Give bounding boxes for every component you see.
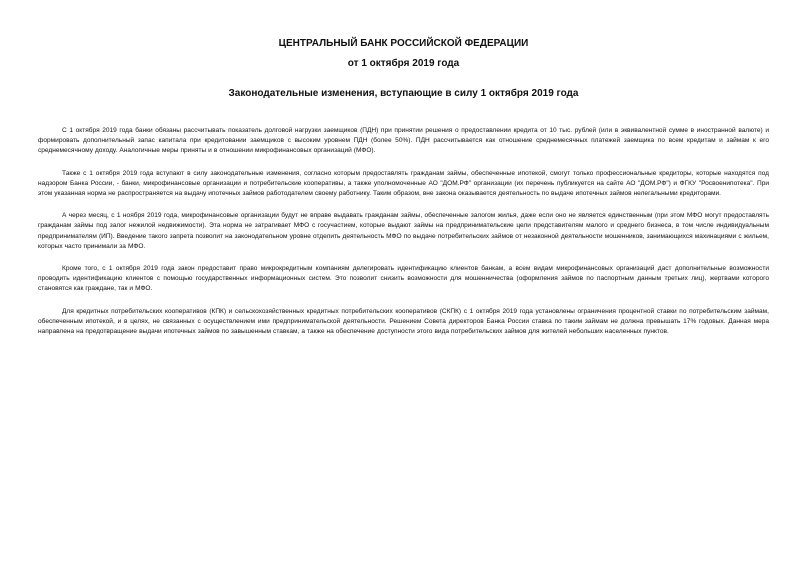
document-date: от 1 октября 2019 года: [347, 58, 460, 69]
organization-heading: ЦЕНТРАЛЬНЫЙ БАНК РОССИЙСКОЙ ФЕДЕРАЦИИ: [278, 38, 529, 49]
document-title: Законодательные изменения, вступающие в силу 1 октября 2019 года: [228, 88, 579, 99]
paragraph-debt-burden: С 1 октября 2019 года банки обязаны рассчитывать показатель долговой нагрузки заемщиков (ПДН) при принятии решения о предоставлении кредита от 10 тыс. рублей (или в эквивалентной сумме в иностранной валюте) и формировать дополнительный запас капитала при кредитовании заемщиков с высоким уровнем ПДН (более 50%). ПДН рассчитывается как отношение среднемесячных платежей заемщика по всем кредитам и займам к его среднемесячному доходу. Аналогичные меры приняты и в отношении микрофинансовых организаций (МФО).: [38, 127, 769, 155]
paragraph-mortgage-lenders: Также с 1 октября 2019 года вступают в силу законодательные изменения, согласно которым предоставлять гражданам займы, обеспеченные ипотекой, смогут только профессиональные кредиторы, которые находятся под надзором Банка России, - банки, микрофинансовые организации и потребительские кооперативы, а также уполномоченные АО "ДОМ.РФ" организации (их перечень публикуется на сайте АО "ДОМ.РФ") и ФГКУ "Росвоенипотека". При этом указанная норма не распространяется на выдачу ипотечных займов работодателем своему работнику. Таким образом, вне закона оказывается деятельность по выдаче ипотечных займов нелегальными кредиторами.: [38, 169, 769, 198]
document-body: [38, 126, 769, 349]
paragraph-cooperative-rate-limit: Для кредитных потребительских кооперативов (КПК) и сельскохозяйственных кредитных потребительских кооперативов (СКПК) с 1 октября 2019 года установлены ограничения процентной ставки по потребительским займам, обеспеченным ипотекой, и в целях, не связанных с осуществлением ими предпринимательской деятельности. Решением Совета директоров Банка России ставка по таким займам не должна превышать 17% годовых. Данная мера направлена на предотвращение выдачи ипотечных займов по завышенным ставкам, а также на обеспечение доступности этого вида потребительских займов для жителей небольших населенных пунктов.: [38, 307, 769, 336]
paragraph-client-identification: Кроме того, с 1 октября 2019 года закон предоставит право микрокредитным компаниям делегировать идентификацию клиентов банкам, а всем видам микрофинансовых организаций даст дополнительные возможности проводить идентификацию клиентов с помощью государственных информационных систем. Это позволит снизить возможности для мошенничества (оформления займов по паспортным данным третьих лиц), жертвами которого становятся как граждане, так и МФО.: [38, 265, 769, 293]
paragraph-mfo-housing-collateral: А через месяц, с 1 ноября 2019 года, микрофинансовые организации будут не вправе выдавать гражданам займы, обеспеченные залогом жилья, даже если оно не является единственным (при этом МФО могут предоставлять гражданам займы под залог нежилой недвижимости). Эта норма не затрагивает МФО с госучастием, которые выдают займы на предпринимательские цели представителям малого и среднего бизнеса, в том числе индивидуальным предпринимателям (ИП). Введение такого запрета позволит на законодательном уровне отделить деятельность МФО по выдаче потребительских займов от незаконной деятельности мошенников, занимающихся махинациями с жильем, которых часто принимали за МФО.: [38, 212, 769, 250]
